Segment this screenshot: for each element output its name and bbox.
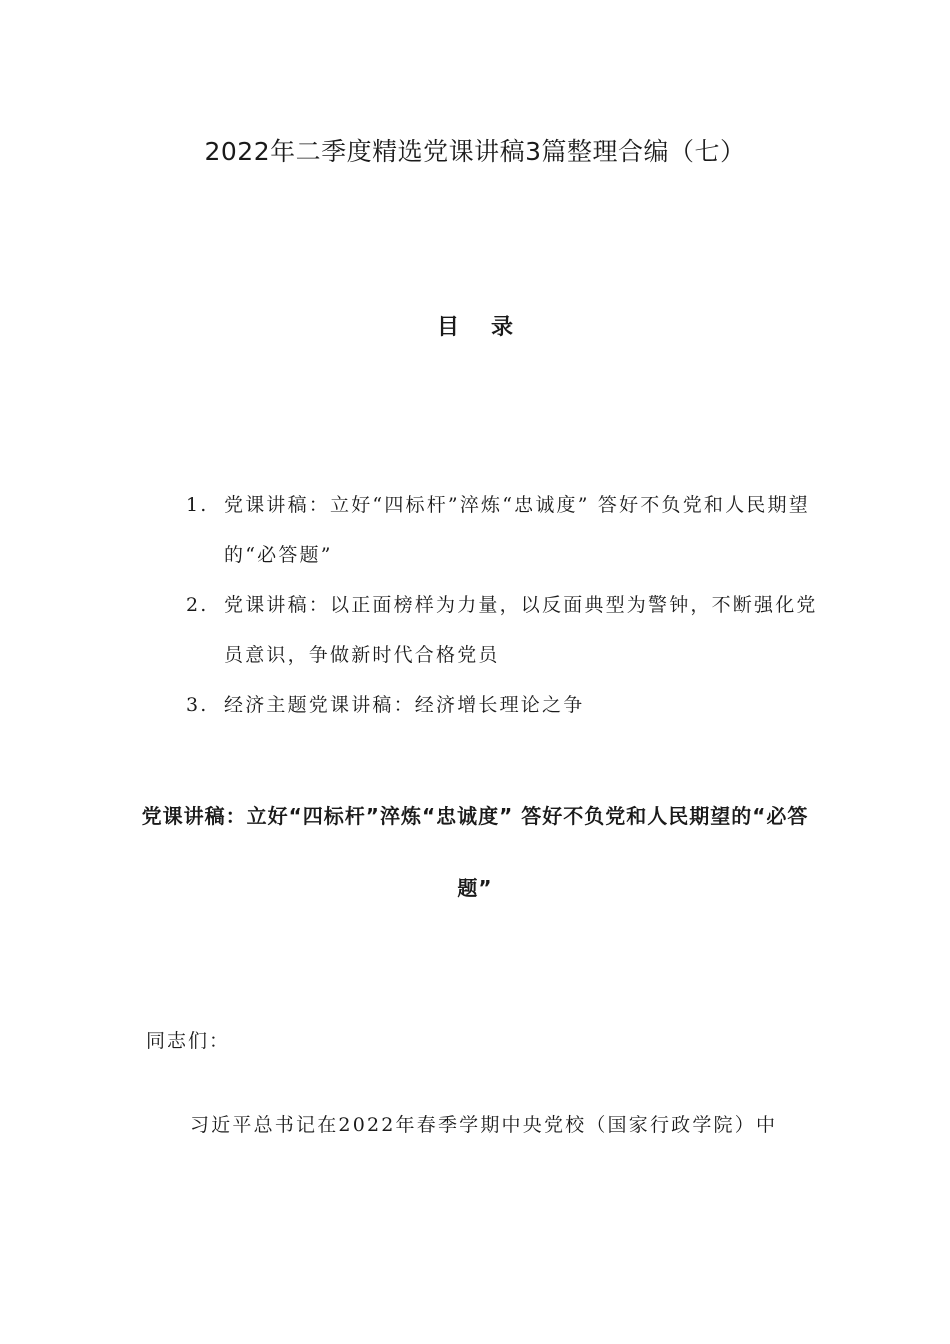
toc-item-number: 3. — [186, 694, 209, 716]
article-title: 党课讲稿：立好“四标杆”淬炼“忠诚度” 答好不负党和人民期望的“必答题” — [141, 804, 809, 900]
toc-item[interactable] — [186, 480, 826, 580]
body-paragraph: 习近平总书记在2022年春季学期中央党校（国家行政学院）中 — [190, 1114, 778, 1136]
toc-item[interactable] — [186, 580, 826, 680]
toc-item-number: 1. — [186, 494, 209, 516]
toc-heading: 目录 — [436, 315, 545, 340]
table-of-contents — [186, 480, 826, 730]
toc-item[interactable] — [186, 680, 826, 730]
toc-item-text: 党课讲稿：以正面榜样为力量，以反面典型为警钟，不断强化党员意识，争做新时代合格党员 — [224, 594, 818, 666]
toc-item-number: 2. — [186, 594, 209, 616]
toc-item-text: 经济主题党课讲稿：经济增长理论之争 — [224, 694, 585, 716]
document-title: 2022年二季度精选党课讲稿3篇整理合编（七） — [204, 137, 746, 166]
salutation: 同志们： — [146, 1030, 231, 1052]
toc-item-text: 党课讲稿：立好“四标杆”淬炼“忠诚度” 答好不负党和人民期望的“必答题” — [224, 494, 810, 566]
